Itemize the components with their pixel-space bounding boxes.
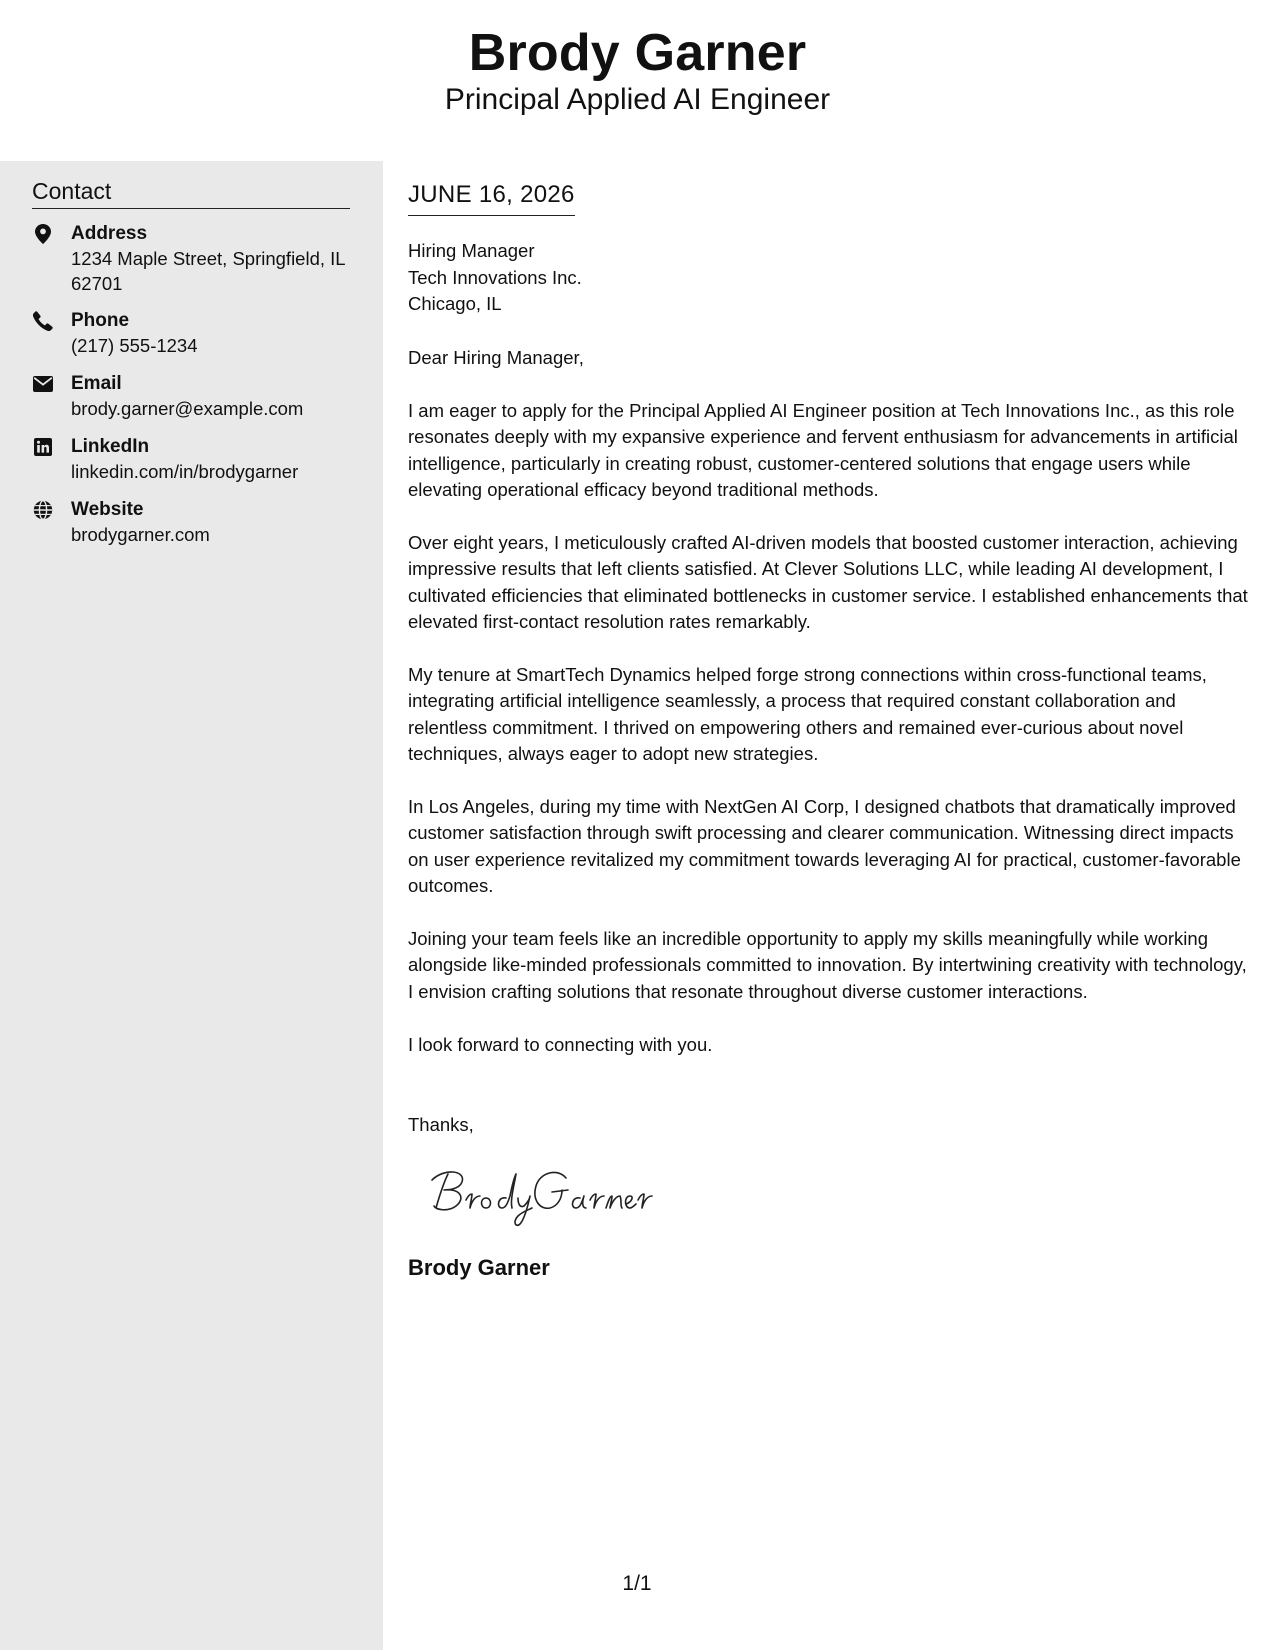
- email-label: Email: [71, 373, 122, 394]
- linkedin-icon: [32, 436, 54, 458]
- handwritten-signature: [426, 1160, 656, 1230]
- address-label: Address: [71, 223, 148, 244]
- website-value: brodygarner.com: [71, 524, 210, 545]
- letter-paragraph: Joining your team feels like an incredible opportunity to apply my skills meaningfully while working alongside like-minded professionals committed to innovation. By intertwining creativity with technology, I envision crafting solutions that resonate throughout diverse customer interactions.: [408, 928, 1247, 1002]
- letter-paragraph: I am eager to apply for the Principal Applied AI Engineer position at Tech Innovations Inc., as this role resonates deeply with my expansive experience and fervent enthusiasm for advancements in artificial intelligence, particularly in creating robust, customer-centered solutions that engage users while elevating operational efficacy beyond traditional methods.: [408, 400, 1238, 501]
- address-value: 1234 Maple Street, Springfield, IL 62701: [71, 248, 345, 294]
- phone-label: Phone: [71, 310, 130, 331]
- map-pin-icon: [32, 223, 54, 245]
- recipient-location: Chicago, IL: [408, 293, 502, 314]
- contact-heading: Contact: [32, 176, 350, 209]
- phone-icon: [32, 310, 54, 332]
- resume-header: [0, 0, 1275, 161]
- letter-paragraph: I look forward to connecting with you.: [408, 1034, 713, 1055]
- closing: Thanks,: [408, 1114, 474, 1135]
- signed-name: Brody Garner: [408, 1255, 550, 1280]
- contact-sidebar: [0, 161, 383, 1650]
- candidate-name: Brody Garner: [468, 24, 807, 82]
- salutation: Dear Hiring Manager,: [408, 347, 584, 368]
- page-indicator: 1/1: [622, 1572, 652, 1595]
- globe-icon: [32, 499, 54, 521]
- phone-value: (217) 555-1234: [71, 335, 198, 356]
- letter-paragraph: Over eight years, I meticulously crafted AI-driven models that boosted customer interaction, achieving impressive results that left clients satisfied. At Clever Solutions LLC, while leading AI development, I cultivated efficiencies that eliminated bottlenecks in customer service. I established enhancements that elevated first-contact resolution rates remarkably.: [408, 532, 1248, 633]
- letter-date: JUNE 16, 2026: [408, 180, 575, 216]
- linkedin-value: linkedin.com/in/brodygarner: [71, 461, 299, 482]
- linkedin-label: LinkedIn: [71, 436, 150, 457]
- recipient-block: [408, 238, 582, 318]
- letter-paragraph: My tenure at SmartTech Dynamics helped forge strong connections within cross-functional teams, integrating artificial intelligence seamlessly, a process that required constant collaboration and relentless commitment. I thrived on empowering others and remained ever-curious about novel techniques, always eager to adopt new strategies.: [408, 664, 1207, 765]
- email-value: brody.garner@example.com: [71, 398, 304, 419]
- recipient-company: Tech Innovations Inc.: [408, 266, 582, 288]
- letter-paragraph: In Los Angeles, during my time with NextGen AI Corp, I designed chatbots that dramatically improved customer satisfaction through swift processing and clearer communication. Witnessing direct impacts on user experience revitalized my commitment towards leveraging AI for practical, customer-favorable outcomes.: [408, 796, 1241, 897]
- envelope-icon: [32, 373, 54, 395]
- candidate-title: Principal Applied AI Engineer: [444, 83, 831, 116]
- recipient-name: Hiring Manager: [408, 240, 535, 261]
- website-label: Website: [71, 499, 144, 520]
